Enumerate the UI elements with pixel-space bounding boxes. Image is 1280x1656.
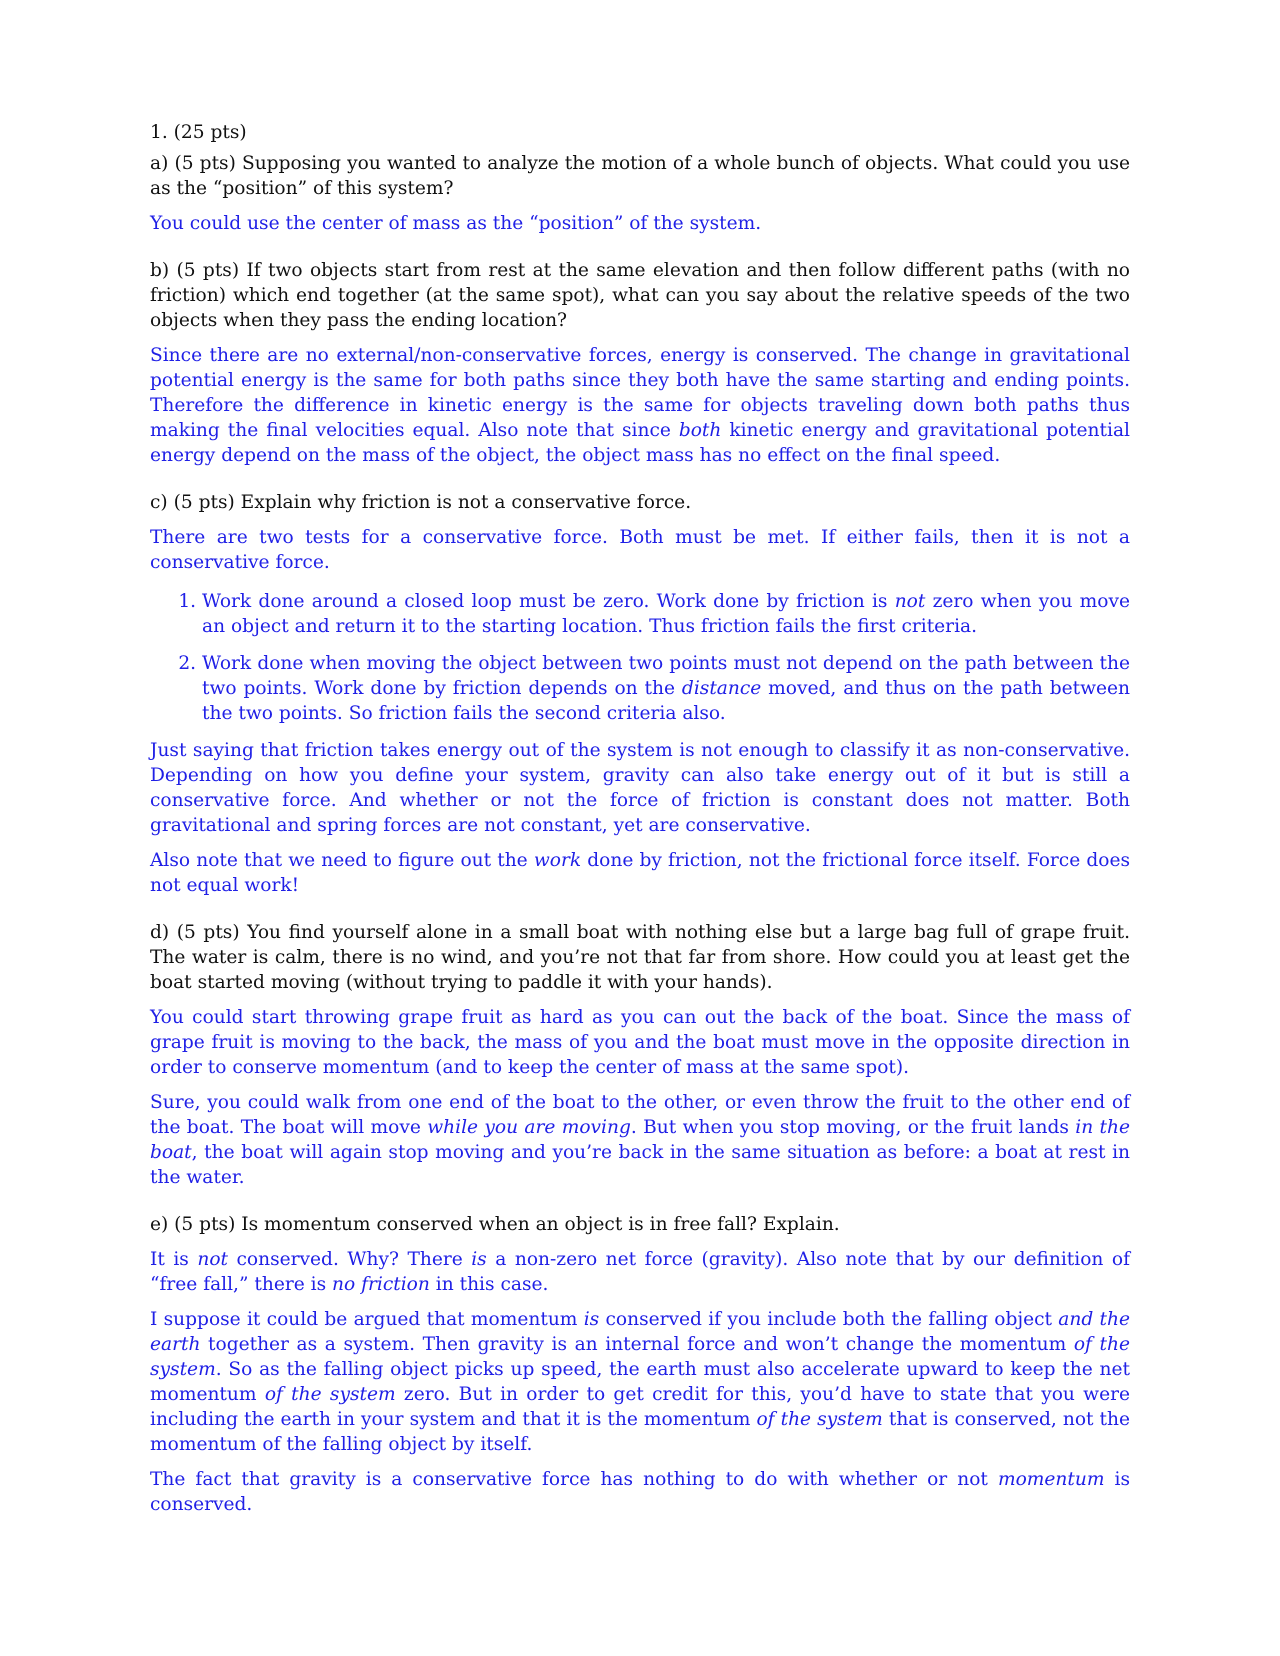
answer-e-p2-text-a: I suppose it could be argued that momentum — [150, 1309, 584, 1330]
criteria-item-2 — [202, 651, 1130, 726]
answer-d-para-2-text-c: , the boat will again stop moving and you’re back in the same situation as before: a boat at rest in the water. — [150, 1142, 1130, 1188]
answer-d-para-2-emphasis-1: while you are moving — [427, 1117, 631, 1138]
answer-e-p2-emphasis-5: of the system — [756, 1409, 883, 1430]
answer-c-para-2-emphasis: work — [533, 850, 582, 871]
criteria-item-2-text-a: Work done when moving the object between two points must not depend on the path between the two points. Work done by friction depends on the — [202, 653, 1130, 699]
answer-e-p2-emphasis-1: is — [583, 1309, 600, 1330]
answer-e-p2-emphasis-2: and the earth — [150, 1309, 1130, 1355]
answer-e-p2-text-c: together as a system. Then gravity is an internal force and won’t change the momentum — [200, 1334, 1074, 1355]
question-d: d) (5 pts) You find yourself alone in a small boat with nothing else but a large bag full of grape fruit. The water is calm, there is no wind, and you’re not that far from shore. How could you at least get the boat started moving (without trying to paddle it with your hands). — [150, 922, 1130, 993]
document-page — [150, 120, 1130, 1517]
answer-e-p3-emphasis: momentum — [997, 1469, 1105, 1490]
criteria-item-1-emphasis: not — [894, 591, 926, 612]
question-b: b) (5 pts) If two objects start from rest at the same elevation and then follow different paths (with no friction) which end together (at the same spot), what can you say about the relative speeds of the two objects when they pass the ending location? — [150, 260, 1130, 331]
answer-e-p2-emphasis-3: of the system — [150, 1334, 1130, 1380]
answer-e-p1-text-a: It is — [150, 1249, 198, 1270]
answer-e-p2-text-f: that is conserved, not the momentum of the falling object by itself. — [150, 1409, 1130, 1455]
answer-e-p3-text-a: The fact that gravity is a conservative force has nothing to do with whether or not — [150, 1469, 998, 1490]
answer-d-para-2-emphasis-2: in the boat — [150, 1117, 1130, 1163]
answer-e-para-2 — [150, 1307, 1130, 1457]
answer-b-text-1: Since there are no external/non-conservative forces, energy is conserved. The change in gravitational potential energy is the same for both paths since they both have the same starting and ending points. Therefore the difference in kinetic energy is the same for objects traveling down both paths thus making the final velocities equal. Also note that since — [150, 345, 1130, 441]
answer-c-para-2-text-b: done by friction, not the frictional force itself. Force does not equal work! — [150, 850, 1130, 896]
answer-e-p1-text-d: in this case. — [429, 1274, 549, 1295]
question-c: c) (5 pts) Explain why friction is not a conservative force. — [150, 492, 692, 513]
answer-d-para-1: You could start throwing grape fruit as hard as you can out the back of the boat. Since the mass of grape fruit is moving to the back, the mass of you and the boat must move in the opposite direction in order to conserve momentum (and to keep the center of mass at the same spot). — [150, 1007, 1130, 1078]
answer-e-p1-text-b: conserved. Why? There — [228, 1249, 472, 1270]
answer-e-p2-emphasis-4: of the system — [264, 1384, 396, 1405]
answer-e-p1-emphasis-2: is — [471, 1249, 487, 1270]
criteria-item-2-emphasis: distance — [681, 678, 762, 699]
criteria-item-1-text-a: Work done around a closed loop must be zero. Work done by friction is — [202, 591, 895, 612]
answer-d-para-2 — [150, 1090, 1130, 1190]
answer-b-emphasis: both — [678, 420, 722, 441]
answer-e-p1-emphasis-3: no friction — [332, 1274, 430, 1295]
answer-e-para-3 — [150, 1467, 1130, 1517]
answer-e-p1-emphasis-1: not — [197, 1249, 228, 1270]
answer-c-intro: There are two tests for a conservative force. Both must be met. If either fails, then it is not a conservative force. — [150, 527, 1130, 573]
question-a: a) (5 pts) Supposing you wanted to analyze the motion of a whole bunch of objects. What could you use as the “position” of this system? — [150, 153, 1130, 199]
criteria-item-1-text-b: zero when you move an object and return it to the starting location. Thus friction fails the first criteria. — [202, 591, 1131, 637]
answer-d-para-2-text-b: . But when you stop moving, or the fruit lands — [630, 1117, 1076, 1138]
criteria-item-2-text-b: moved, and thus on the path between the two points. So friction fails the second criteria also. — [202, 678, 1130, 724]
answer-c-para-1: Just saying that friction takes energy out of the system is not enough to classify it as non-conservative. Depending on how you define your system, gravity can also take energy out of it but is still a conservative force. And whether or not the force of friction is constant does not matter. Both gravitational and spring forces are not constant, yet are conservative. — [150, 740, 1130, 836]
answer-b-text-2: kinetic energy and gravitational potential energy depend on the mass of the object, the object mass has no effect on the final speed. — [150, 420, 1130, 466]
answer-d-para-2-text-a: Sure, you could walk from one end of the boat to the other, or even throw the fruit to the other end of the boat. The boat will move — [150, 1092, 1130, 1138]
answer-e-p1-text-c: a non-zero net force (gravity). Also note that by our definition of “free fall,” there is — [150, 1249, 1130, 1295]
criteria-item-1 — [202, 589, 1130, 639]
answer-c-para-2-text-a: Also note that we need to figure out the — [150, 850, 534, 871]
answer-e-p2-text-e: zero. But in order to get credit for this, you’d have to state that you were including the earth in your system and that it is the momentum — [150, 1384, 1130, 1430]
problem-header: 1. (25 pts) — [150, 122, 247, 143]
answer-e-p2-text-d: . So as the falling object picks up speed, the earth must also accelerate upward to keep the net momentum — [150, 1359, 1130, 1405]
answer-e-p3-text-b: is conserved. — [150, 1469, 1130, 1515]
question-e: e) (5 pts) Is momentum conserved when an object is in free fall? Explain. — [150, 1214, 840, 1235]
answer-b — [150, 343, 1130, 468]
answer-a: You could use the center of mass as the “position” of the system. — [150, 213, 762, 234]
answer-e-p2-text-b: conserved if you include both the falling object — [599, 1309, 1059, 1330]
answer-e-para-1 — [150, 1247, 1130, 1297]
criteria-list — [150, 589, 1130, 726]
answer-c-para-2 — [150, 848, 1130, 898]
